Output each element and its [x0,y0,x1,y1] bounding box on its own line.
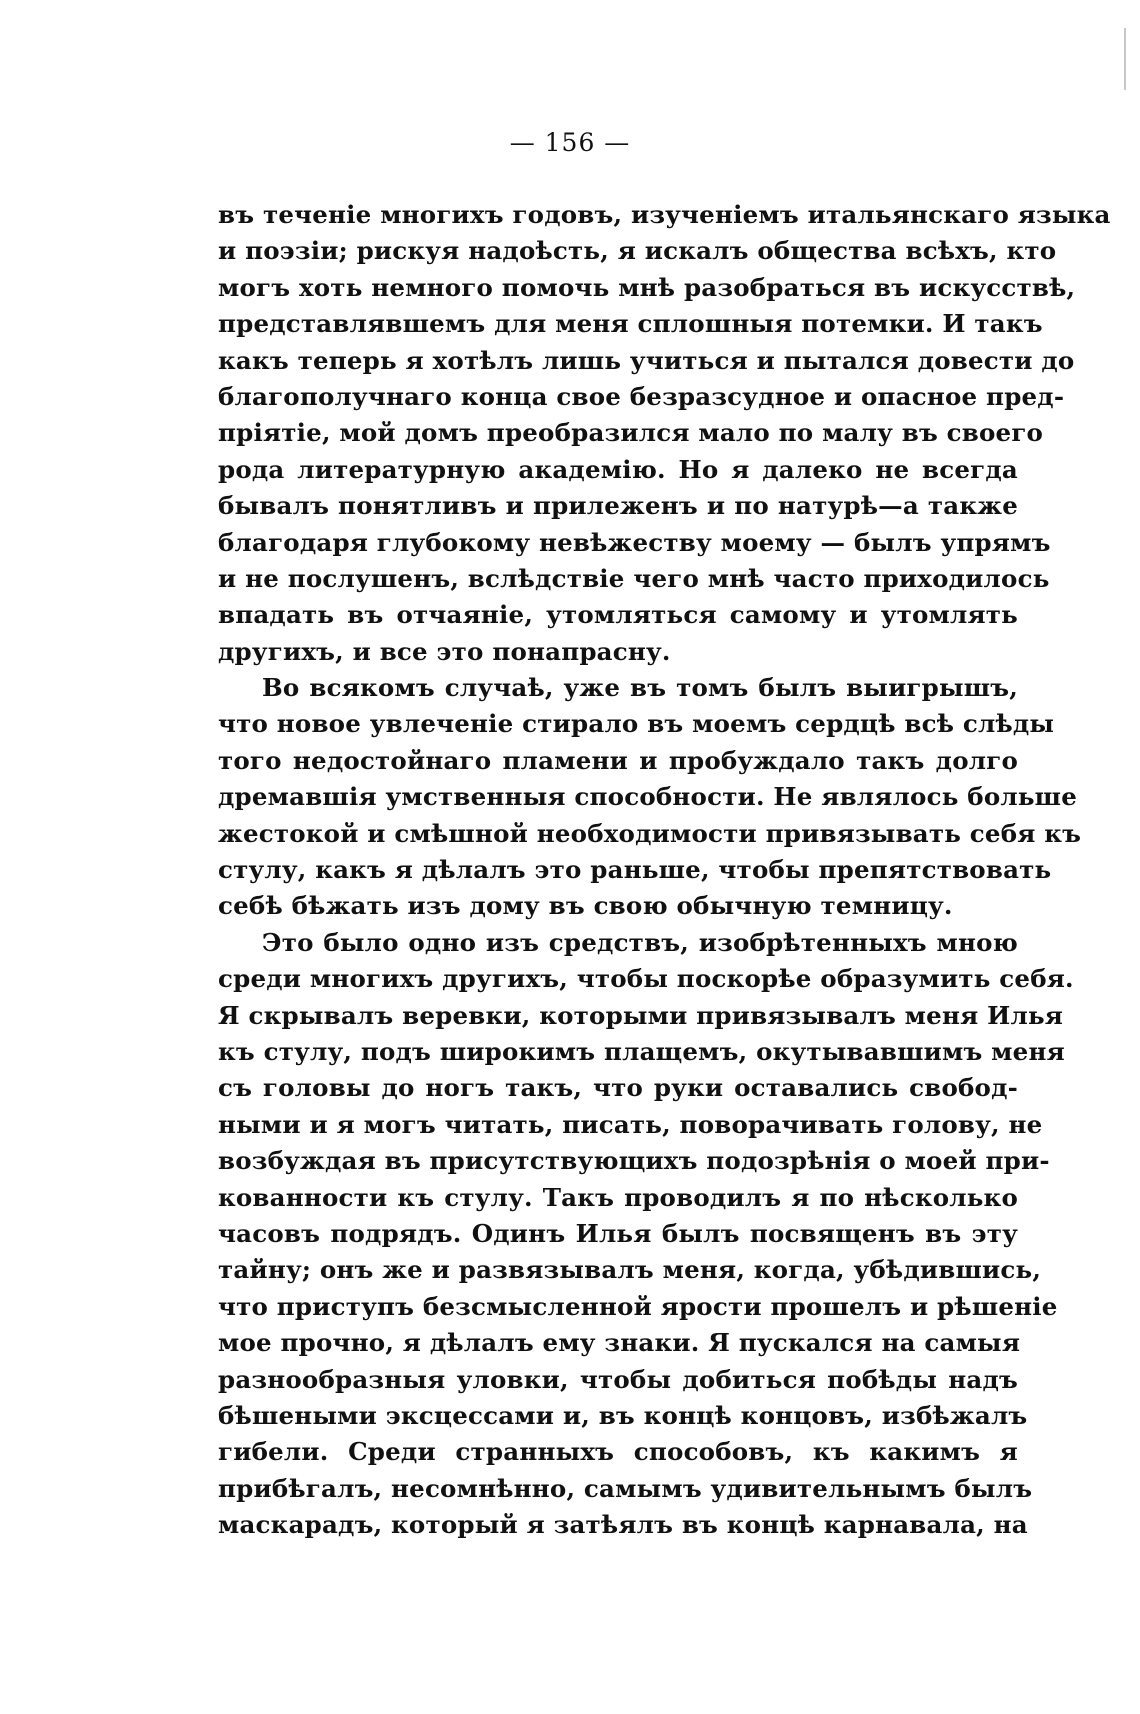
text-line: часовъ подрядъ. Одинъ Илья былъ посвященъ въ эту [218,1218,1018,1248]
text-line: рода литературную академію. Но я далеко не всегда [218,454,1018,484]
text-line: и не послушенъ, вслѣдствіе чего мнѣ часто приходилось [218,563,1050,593]
text-line: тайну; онъ же и развязывалъ меня, когда, убѣдившись, [218,1255,1042,1285]
text-line: маскарадъ, который я затѣялъ въ концѣ карнавала, на [218,1510,1028,1540]
paragraph-first-line: Во всякомъ случаѣ, уже въ томъ былъ выигрышъ, [262,673,1018,703]
text-line: представлявшемъ для меня сплошныя потемки. И такъ [218,309,1043,339]
text-line: къ стулу, подъ широкимъ плащемъ, окутывавшимъ меня [218,1036,1065,1066]
text-line: ными и я могъ читать, писать, поворачивать голову, не [218,1109,1043,1139]
text-line: кованности къ стулу. Такъ проводилъ я по нѣсколько [218,1182,1018,1212]
text-line: въ теченіе многихъ годовъ, изученіемъ итальянскаго языка [218,200,1111,229]
text-line: гибели. Среди странныхъ способовъ, къ какимъ я [218,1437,1018,1467]
text-line: себѣ бѣжать изъ дому въ свою обычную темницу. [218,891,953,921]
text-line: пріятіе, мой домъ преобразился мало по малу въ своего [218,418,1044,448]
text-line: стулу, какъ я дѣлалъ это раньше, чтобы препятствовать [218,855,1052,885]
text-line: съ головы до ногъ такъ, что руки оставались свобод- [218,1073,1018,1103]
text-line: могъ хоть немного помочь мнѣ разобраться въ искусствѣ, [218,272,1076,302]
text-line: жестокой и смѣшной необходимости привязывать себя къ [218,818,1082,848]
scan-edge-mark [1124,28,1126,90]
body-text [218,197,1111,1543]
text-line: что приступъ безсмысленной ярости прошелъ и рѣшеніе [218,1291,1058,1321]
text-line: среди многихъ другихъ, чтобы поскорѣе образумить себя. [218,964,1074,994]
text-line: бѣшеными эксцессами и, въ концѣ концовъ, избѣжалъ [218,1400,1028,1430]
text-line: мое прочно, я дѣлалъ ему знаки. Я пускался на самыя [218,1328,1021,1358]
text-line: благополучнаго конца свое безразсудное и опасное пред- [218,381,1065,411]
text-line: и поэзіи; рискуя надоѣсть, я искалъ общества всѣхъ, кто [218,236,1057,266]
text-line: возбуждая въ присутствующихъ подозрѣнія о моей при- [218,1146,1050,1176]
text-line: благодаря глубокому невѣжеству моему — былъ упрямъ [218,527,1051,557]
text-line: бывалъ понятливъ и прилеженъ и по натурѣ—а также [218,491,1018,521]
text-line: какъ теперь я хотѣлъ лишь учиться и пытался довести до [218,345,1075,375]
text-line: Я скрывалъ веревки, которыми привязывалъ меня Илья [218,1000,1064,1030]
text-line: разнообразныя уловки, чтобы добиться побѣды надъ [218,1364,1018,1394]
page-number: — 156 — [509,128,631,157]
text-line: дремавшія умственныя способности. Не являлось больше [218,782,1077,812]
text-line: того недостойнаго пламени и пробуждало такъ долго [218,745,1018,775]
text-line: впадать въ отчаяніе, утомляться самому и утомлять [218,600,1018,630]
paragraph-first-line: Это было одно изъ средствъ, изобрѣтенныхъ мною [262,927,1018,957]
text-line: другихъ, и все это понапрасну. [218,636,671,666]
text-line: что новое увлеченіе стирало въ моемъ сердцѣ всѣ слѣды [218,709,1055,739]
text-line: прибѣгалъ, несомнѣнно, самымъ удивительнымъ былъ [218,1473,1033,1503]
